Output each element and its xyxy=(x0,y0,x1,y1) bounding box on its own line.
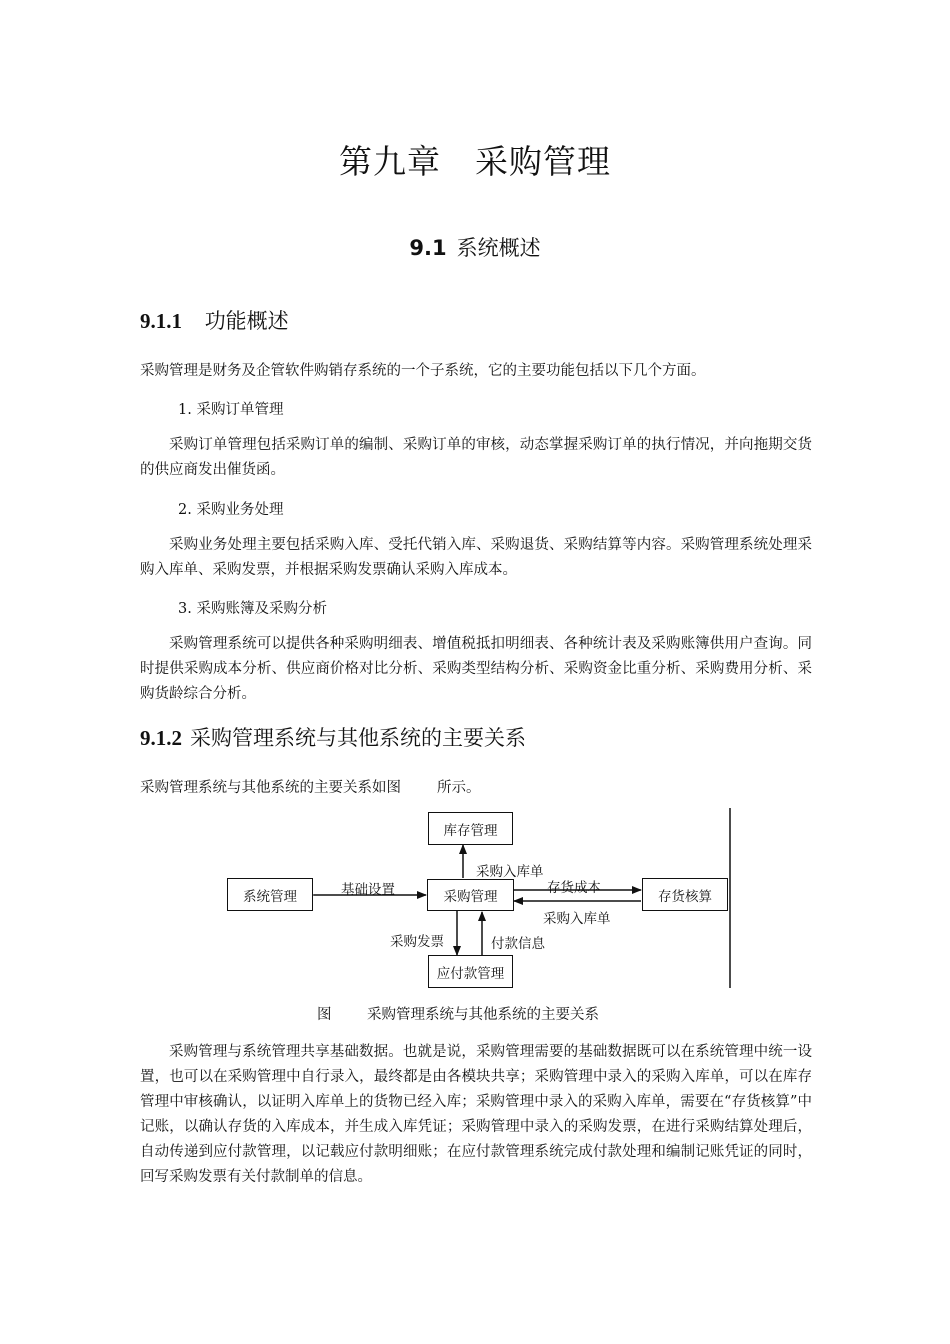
system-box: 系统管理 xyxy=(227,878,313,911)
item-body-2: 采购业务处理主要包括采购入库、受托代销入库、采购退货、采购结算等内容。采购管理系统处理采购入库单、采购发票，并根据采购发票确认采购入库成本。 xyxy=(140,537,812,578)
section-title-text: 系统概述 xyxy=(456,236,541,260)
label-inventory-cost: 存货成本 xyxy=(547,880,601,896)
item-body-1: 采购订单管理包括采购订单的编制、采购订单的审核，动态掌握采购订单的执行情况，并向拖期交货的供应商发出催货函。 xyxy=(140,437,812,478)
label-basic-setup: 基础设置 xyxy=(341,882,395,898)
inventory-box: 库存管理 xyxy=(428,812,513,845)
item-heading-1: 1. 采购订单管理 xyxy=(178,402,284,418)
item-heading-2: 2. 采购业务处理 xyxy=(178,502,284,518)
figure-reference-suffix: 所示。 xyxy=(437,780,481,796)
section-number: 9.1 xyxy=(409,236,447,260)
intro-paragraph: 采购管理是财务及企管软件购销存系统的一个子系统，它的主要功能包括以下几个方面。 xyxy=(140,363,706,379)
costing-box: 存货核算 xyxy=(642,878,728,911)
payable-box: 应付款管理 xyxy=(428,955,513,988)
label-receipt-up: 采购入库单 xyxy=(476,864,544,880)
item-heading-3: 3. 采购账簿及采购分析 xyxy=(178,601,327,617)
label-receipt-right: 采购入库单 xyxy=(543,911,611,927)
label-payment-info: 付款信息 xyxy=(491,936,545,952)
chapter-title: 第九章 采购管理 xyxy=(339,142,611,181)
label-invoice: 采购发票 xyxy=(390,934,444,950)
subsection-title: 采购管理系统与其他系统的主要关系 xyxy=(190,726,526,750)
subsection-number: 9.1.1 xyxy=(140,309,182,333)
figure-caption-prefix: 图 xyxy=(317,1007,332,1023)
subsection-number: 9.1.2 xyxy=(140,726,182,750)
closing-paragraph: 采购管理与系统管理共享基础数据。也就是说，采购管理需要的基础数据既可以在系统管理中统一设置，也可以在采购管理中自行录入，最终都是由各模块共享；采购管理中录入的采购入库单，可以在库存管理中审核确认，以证明入库单上的货物已经入库；采购管理中录入的采购入库单，需要在“存货核算”中记账，以确认存货的入库成本，并生成入库凭证；采购管理中录入的采购发票，在进行采购结算处理后，自动传递到应付款管理，以记载应付款明细账；在应付款管理系统完成付款处理和编制记账凭证的同时，回写采购发票有关付款制单的信息。 xyxy=(140,1044,812,1185)
figure-reference-text: 采购管理系统与其他系统的主要关系如图 xyxy=(140,780,401,796)
subsection-title: 功能概述 xyxy=(204,309,289,333)
item-body-3: 采购管理系统可以提供各种采购明细表、增值税抵扣明细表、各种统计表及采购账簿供用户查询。同时提供采购成本分析、供应商价格对比分析、采购类型结构分析、采购资金比重分析、采购费用分析、采购货龄综合分析。 xyxy=(140,636,812,702)
figure-caption-title: 采购管理系统与其他系统的主要关系 xyxy=(367,1007,599,1023)
purchase-box: 采购管理 xyxy=(427,879,514,911)
